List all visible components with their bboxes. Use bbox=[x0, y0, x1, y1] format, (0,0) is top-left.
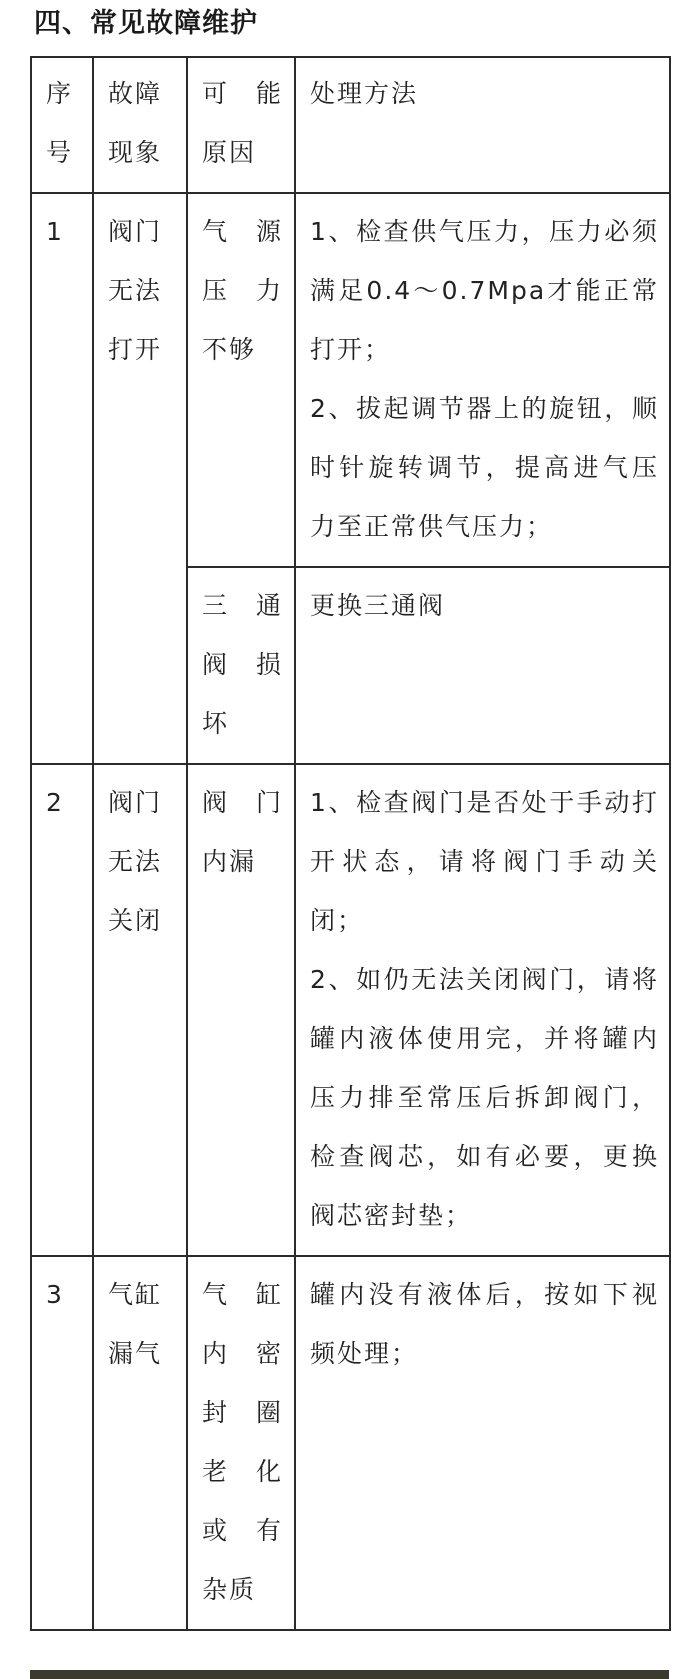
table-row bbox=[31, 1256, 670, 1630]
cause-cell: 阀 门 内漏 bbox=[187, 764, 295, 1256]
method-cell: 更换三通阀 bbox=[295, 567, 670, 764]
table-row bbox=[31, 764, 670, 1256]
row-number-cell: 2 bbox=[31, 764, 93, 1256]
row-number-cell: 3 bbox=[31, 1256, 93, 1630]
header-cell-number: 序 号 bbox=[31, 57, 93, 193]
row-number-cell: 1 bbox=[31, 193, 93, 764]
method-cell: 罐内没有液体后，按如下视频处理； bbox=[295, 1256, 670, 1630]
symptom-cell: 气缸 漏气 bbox=[93, 1256, 187, 1630]
header-cell-symptom: 故障 现象 bbox=[93, 57, 187, 193]
symptom-cell: 阀门 无法 关闭 bbox=[93, 764, 187, 1256]
cause-cell: 气 缸 内 密 封 圈 老 化 或 有 杂质 bbox=[187, 1256, 295, 1630]
method-cell: 1、检查阀门是否处于手动打开状态，请将阀门手动关闭； 2、如仍无法关闭阀门，请将罐内液体使用完，并将罐内压力排至常压后拆卸阀门，检查阀芯，如有必要，更换阀芯密封垫； bbox=[295, 764, 670, 1256]
method-cell: 1、检查供气压力，压力必须满足0.4～0.7Mpa才能正常打开； 2、拔起调节器上的旋钮，顺时针旋转调节，提高进气压力至正常供气压力； bbox=[295, 193, 670, 567]
header-cell-method: 处理方法 bbox=[295, 57, 670, 193]
section-title: 四、常见故障维护 bbox=[34, 8, 258, 39]
symptom-cell: 阀门 无法 打开 bbox=[93, 193, 187, 764]
cause-cell: 三 通 阀 损 坏 bbox=[187, 567, 295, 764]
table-row bbox=[31, 193, 670, 567]
embedded-image-top-edge bbox=[30, 1670, 669, 1679]
fault-maintenance-table bbox=[30, 56, 671, 1631]
cause-cell: 气 源 压 力 不够 bbox=[187, 193, 295, 567]
table-header-row bbox=[31, 57, 670, 193]
header-cell-cause: 可 能 原因 bbox=[187, 57, 295, 193]
